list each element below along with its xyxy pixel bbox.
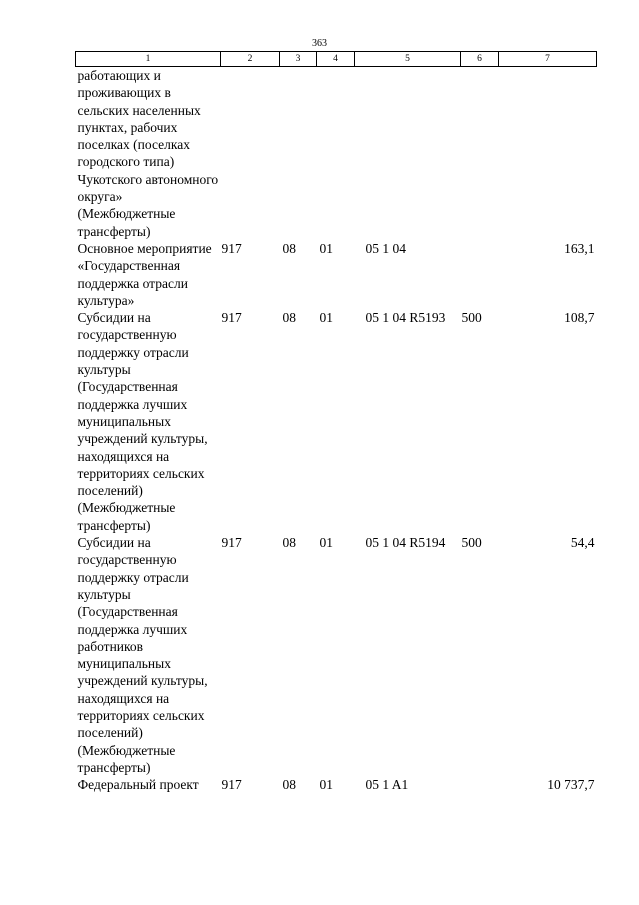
header-col-1: 1	[76, 52, 221, 67]
row-sum: 108,7	[564, 310, 595, 326]
row-sum: 54,4	[570, 535, 595, 551]
row-csr: 05 1 04 R5194	[365, 535, 446, 551]
table-row	[76, 67, 597, 240]
row-vr	[461, 67, 499, 240]
header-col-2: 2	[221, 52, 280, 67]
row-ved: 917	[221, 777, 242, 793]
budget-table	[75, 51, 597, 793]
row-pr	[317, 67, 355, 240]
table-row	[76, 776, 597, 793]
row-vr	[461, 776, 499, 793]
row-pr: 01	[319, 777, 333, 793]
row-name: Субсидии на государственную поддержку отрасли культуры (Государственная поддержка лучших муниципальных учреждений культуры, находящихся на территориях сельских поселений) (Межбюджетные трансферты)	[77, 310, 208, 533]
table-body	[76, 67, 597, 794]
row-name: Федеральный проект	[77, 777, 199, 793]
header-col-7: 7	[499, 52, 597, 67]
row-name: Субсидии на государственную поддержку отрасли культуры (Государственная поддержка лучших работников муниципальных учреждений культуры, находящихся на территориях сельских поселений) (Межбюджетные трансферты)	[77, 535, 208, 775]
header-col-5: 5	[355, 52, 461, 67]
row-sum	[499, 67, 597, 240]
row-ved: 917	[221, 310, 242, 326]
page-number: 363	[312, 38, 327, 49]
row-csr	[355, 67, 461, 240]
row-pr: 01	[319, 535, 333, 551]
row-sum: 163,1	[564, 240, 595, 256]
row-ved: 917	[221, 535, 242, 551]
row-pr: 01	[319, 240, 333, 256]
header-row	[76, 52, 597, 67]
row-csr: 05 1 04 R5193	[365, 310, 446, 326]
row-vr: 500	[461, 535, 482, 551]
row-pr: 01	[319, 310, 333, 326]
row-rz: 08	[282, 310, 296, 326]
row-sum: 10 737,7	[547, 777, 595, 793]
row-vr	[461, 240, 499, 309]
row-csr: 05 1 04	[365, 240, 406, 256]
header-col-6: 6	[461, 52, 499, 67]
row-rz: 08	[282, 535, 296, 551]
header-col-4: 4	[317, 52, 355, 67]
table-row	[76, 309, 597, 534]
row-name: работающих и проживающих в сельских населенных пунктах, рабочих поселках (поселках городского типа) Чукотского автономного округа» (Межбюджетные трансферты)	[77, 68, 219, 239]
row-rz: 08	[282, 240, 296, 256]
row-name: Основное мероприятие «Государственная поддержка отрасли культура»	[77, 240, 212, 308]
table-row	[76, 534, 597, 776]
row-rz	[280, 67, 317, 240]
header-col-3: 3	[280, 52, 317, 67]
row-rz: 08	[282, 777, 296, 793]
row-ved	[221, 67, 280, 240]
row-ved: 917	[221, 240, 242, 256]
table-header	[76, 52, 597, 67]
row-csr: 05 1 A1	[365, 777, 409, 793]
row-vr: 500	[461, 310, 482, 326]
table-row	[76, 240, 597, 309]
